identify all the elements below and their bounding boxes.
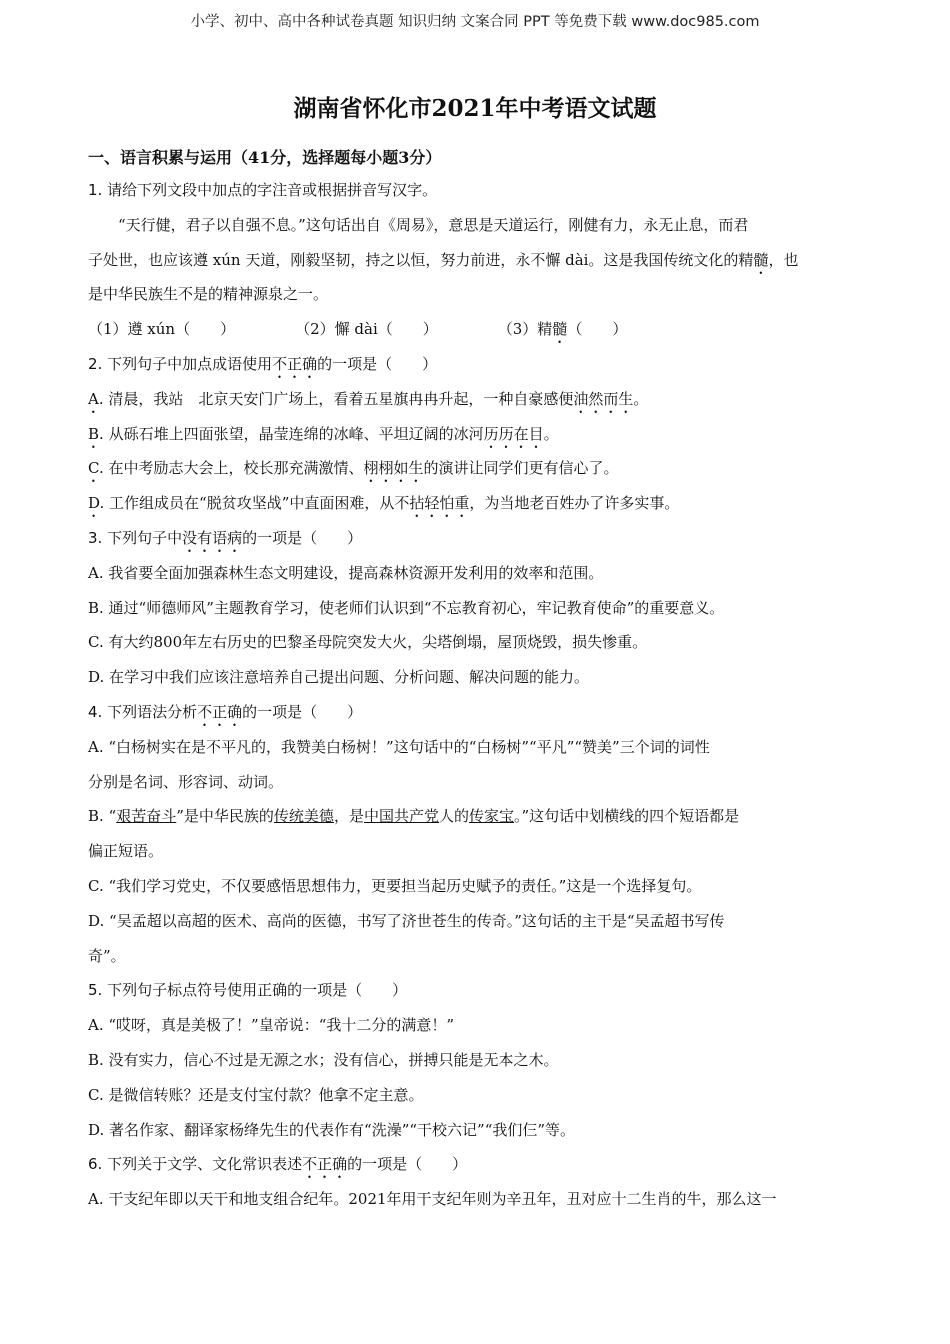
text-segment: A. 干支纪年即以天干和地支组合纪年。2021年用干支纪年则为辛丑年，丑对应十二生肖的牛，那么这一 (88, 1190, 777, 1209)
text-line (88, 869, 868, 904)
text-line (88, 765, 868, 800)
text-line (88, 1078, 868, 1113)
emphasized-text: 历历在目 (483, 424, 544, 443)
text-segment: 。 (633, 389, 649, 408)
emphasized-text: A. (88, 389, 104, 408)
text-line (88, 1008, 868, 1043)
text-segment: 奇”。 (88, 946, 126, 965)
question-line (88, 173, 868, 208)
text-segment: D. 在学习中我们应该注意培养自己提出问题、分析问题、解决问题的能力。 (88, 668, 590, 687)
text-segment: 在中考励志大会上，校长那充满激情、 (103, 459, 364, 478)
text-line (88, 904, 868, 939)
emphasized-text: D. (88, 494, 105, 513)
text-line (88, 486, 868, 521)
emphasized-text: 没有语病 (182, 528, 243, 547)
text-segment: 下列语法分析 (102, 702, 198, 721)
text-segment: 的一项是（ ） (242, 528, 363, 547)
text-segment: 人的 (438, 807, 469, 826)
emphasized-text: 不正确 (272, 354, 318, 373)
question-body (88, 173, 868, 1217)
question-line (88, 347, 868, 382)
question-number: 2. (88, 354, 103, 373)
text-segment: C. “我们学习党史，不仅要感悟思想伟力，更要担当起历史赋予的责任。”这是一个选择复句。 (88, 876, 702, 895)
text-line (88, 312, 868, 347)
text-segment: D. “吴孟超以高超的医术、高尚的医德，书写了济世苍生的传奇。”这句话的主干是“吴孟超书写传 (88, 911, 725, 930)
text-segment: 下列关于文学、文化常识表述 (102, 1155, 303, 1174)
text-line (88, 556, 868, 591)
text-segment: 工作组成员在“脱贫攻坚战”中直面困难，从不 (104, 494, 410, 513)
text-segment: 下列句子中 (102, 528, 183, 547)
text-segment: “天行健，君子以自强不息。”这句话出自《周易》，意思是天道运行，刚健有力，永无止息，而君 (118, 215, 749, 234)
question-line (88, 695, 868, 730)
text-segment: ”是中华民族的 (176, 807, 274, 826)
text-segment: 是中华民族生不是的精神源泉之一。 (88, 285, 329, 304)
text-line (88, 591, 868, 626)
text-segment: 。”这句话中划横线的四个短语都是 (514, 807, 740, 826)
text-segment: C. 有大约800年左右历史的巴黎圣母院突发大火，尖塔倒塌，屋顶烧毁，损失惨重。 (88, 633, 648, 652)
emphasized-text: 拈轻怕重 (409, 494, 470, 513)
question-line (88, 521, 868, 556)
emphasized-text: 不正确 (302, 1155, 348, 1174)
text-segment: D. 著名作家、翻译家杨绛先生的代表作有“洗澡”“干校六记”“我们仨”等。 (88, 1120, 576, 1139)
question-number: 4. (88, 702, 103, 721)
text-line (88, 277, 868, 312)
text-line (88, 1182, 868, 1217)
text-line (88, 625, 868, 660)
emphasized-text: 髓 (552, 320, 568, 339)
text-segment: C. 是微信转账？还是支付宝付款？他拿不定主意。 (88, 1085, 424, 1104)
emphasized-text: 栩栩如生 (363, 459, 424, 478)
text-segment: A. 我省要全面加强森林生态文明建设，提高森林资源开发利用的效率和范围。 (88, 563, 604, 582)
emphasized-text: 髓 (753, 250, 769, 269)
text-line (88, 834, 868, 869)
text-line (88, 1113, 868, 1148)
text-line (88, 660, 868, 695)
emphasized-text: C. (88, 459, 104, 478)
question-number: 5. (88, 981, 103, 1000)
question-line (88, 1147, 868, 1182)
text-line (88, 451, 868, 486)
question-number: 6. (88, 1155, 103, 1174)
text-line (88, 243, 868, 278)
text-segment: 的一项是（ ） (242, 702, 363, 721)
emphasized-text: 不正确 (197, 702, 243, 721)
text-segment: 子处世，也应该遵 xún 天道，刚毅坚韧，持之以恒，努力前进，永不懈 dài。这是我国传统文化的精 (88, 250, 754, 269)
underlined-text: 中国共产党 (363, 807, 439, 826)
text-segment: 。 (543, 424, 559, 443)
page-title: 湖南省怀化市2021年中考语文试题 (293, 95, 657, 122)
text-segment: 请给下列文段中加点的字注音或根据拼音写汉字。 (102, 181, 438, 199)
underlined-text: 传统美德 (273, 807, 334, 826)
text-segment: A. “白杨树实在是不平凡的，我赞美白杨树！”这句话中的“白杨树”“平凡”“赞美”三个词的词性 (88, 737, 710, 756)
text-segment: B. 没有实力，信心不过是无源之水；没有信心，拼搏只能是无本之木。 (88, 1050, 559, 1069)
text-line (88, 382, 868, 417)
text-segment: 下列句子标点符号使用正确的一项是（ ） (102, 981, 408, 1000)
emphasized-text: 油然而生 (573, 389, 634, 408)
text-segment: （1）遵 xún（ ） （2）懈 dài（ ） （3）精 (88, 320, 553, 339)
emphasized-text: B. (88, 424, 104, 443)
section-heading: 一、语言积累与运用（41分，选择题每小题3分） (88, 148, 442, 167)
text-segment: A. “哎呀，真是美极了！”皇帝说：“我十二分的满意！” (88, 1016, 455, 1035)
text-segment: 清晨，我站 北京天安门广场上，看着五星旗冉冉升起，一种自豪感便 (103, 389, 574, 408)
text-segment: ，为当地老百姓办了许多实事。 (469, 494, 680, 513)
text-segment: B. 通过“师德师风”主题教育学习，使老师们认识到“不忘教育初心，牢记教育使命”的重要意义。 (88, 598, 725, 617)
text-line (88, 730, 868, 765)
text-line (88, 417, 868, 452)
question-number: 1. (88, 181, 103, 199)
text-segment: 下列句子中加点成语使用 (102, 354, 273, 373)
question-number: 3. (88, 528, 103, 547)
text-segment: 的演讲让同学们更有信心了。 (423, 459, 619, 478)
text-segment: 从砾石堆上四面张望，晶莹连绵的冰峰、平坦辽阔的冰河 (103, 424, 484, 443)
underlined-text: 艰苦奋斗 (116, 807, 177, 826)
text-segment: 的一项是（ ） (317, 354, 438, 373)
text-segment: 分别是名词、形容词、动词。 (88, 772, 284, 791)
text-segment: （ ） (567, 320, 628, 339)
text-line (88, 1043, 868, 1078)
question-line (88, 973, 868, 1008)
text-line (88, 208, 868, 243)
text-segment: 的一项是（ ） (347, 1155, 468, 1174)
text-segment: ，是 (333, 807, 364, 826)
text-line (88, 799, 868, 834)
header-banner: 小学、初中、高中各种试卷真题 知识归纳 文案合同 PPT 等免费下载 www.doc985.com (190, 14, 760, 30)
text-segment: 偏正短语。 (88, 842, 164, 861)
underlined-text: 传家宝 (468, 807, 514, 826)
text-segment: B. “ (88, 807, 117, 826)
text-line (88, 939, 868, 974)
text-segment: ，也 (768, 250, 799, 269)
